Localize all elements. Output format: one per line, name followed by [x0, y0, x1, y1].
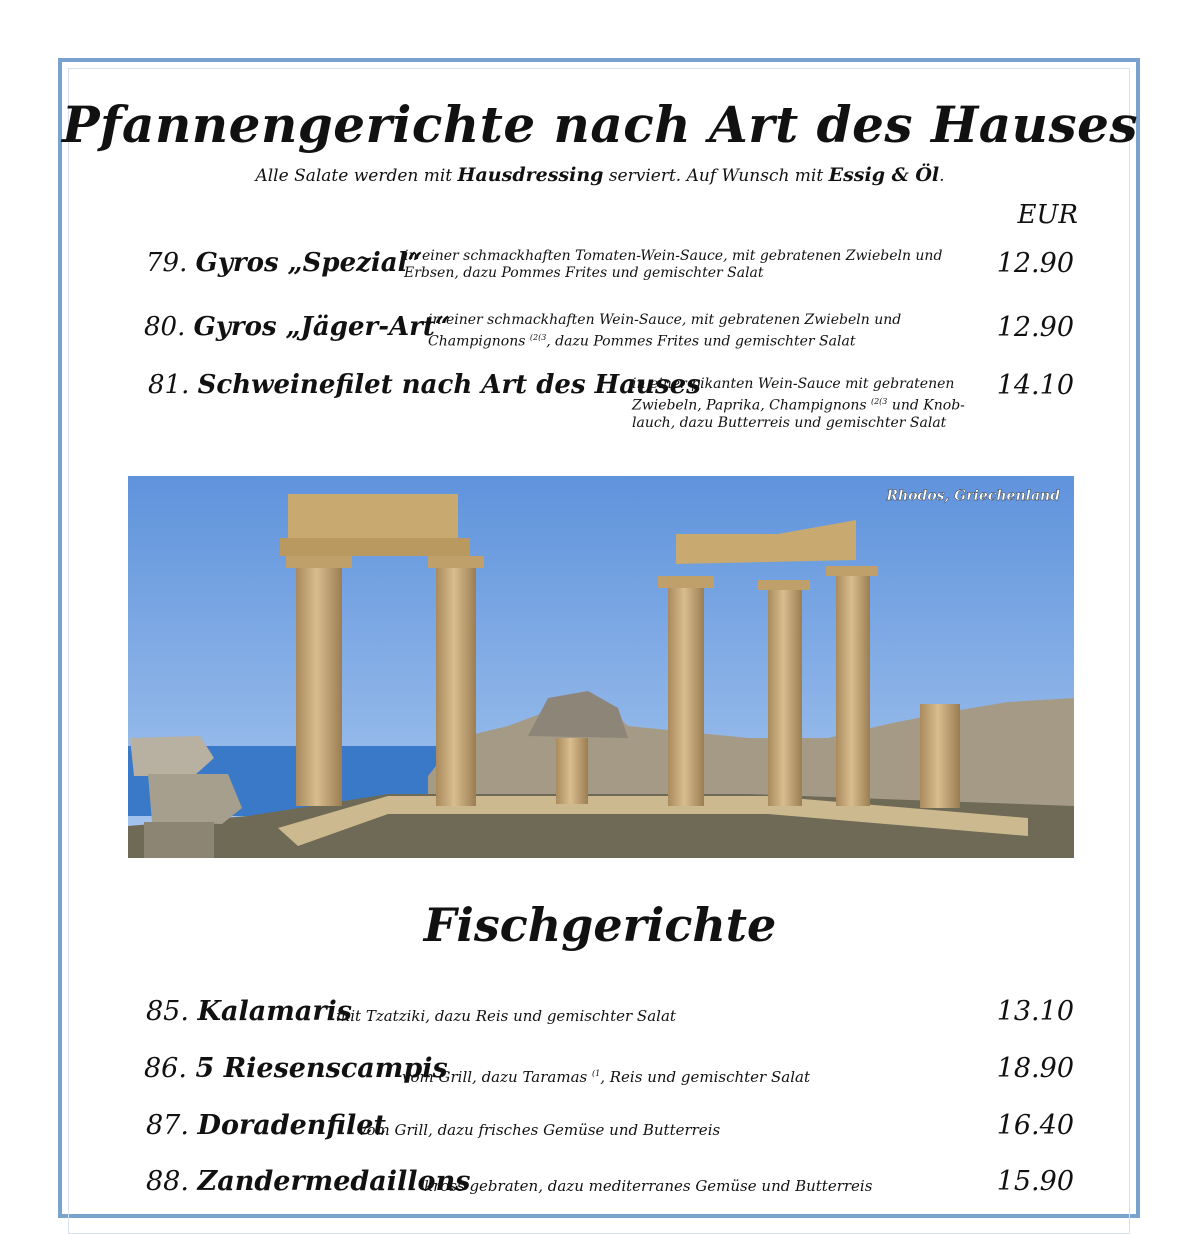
column-stump — [556, 738, 588, 804]
salad-note-text-2: serviert. Auf Wunsch mit — [603, 166, 829, 186]
item-price: 13.10 — [996, 996, 1074, 1027]
item-description-fragment: Zwiebeln, Paprika, Champignons — [632, 397, 867, 414]
item-description-fragment: Champignons — [428, 333, 526, 350]
item-description — [428, 312, 948, 351]
menu-item-title — [146, 1166, 470, 1197]
item-description-line — [632, 393, 982, 415]
currency-label: EUR — [1017, 200, 1078, 230]
menu-item-title — [146, 248, 422, 278]
ruins-illustration — [128, 476, 1074, 858]
item-description-line — [428, 329, 948, 351]
item-description — [404, 248, 964, 282]
section-title-pan-dishes: Pfannengerichte nach Art des Hauses — [61, 95, 1139, 154]
item-description-line: in einer schmackhaften Tomaten-Wein-Sauce, mit gebratenen Zwiebeln und — [404, 248, 943, 264]
item-description — [402, 1065, 810, 1086]
item-name: Doradenfilet — [197, 1110, 386, 1141]
item-name: Zandermedaillons — [197, 1166, 471, 1197]
item-number: 87. — [146, 1110, 189, 1141]
salad-note-bold-1: Hausdressing — [457, 164, 604, 186]
menu-item-title — [148, 370, 701, 400]
column — [836, 572, 870, 806]
item-price: 15.90 — [996, 1166, 1074, 1197]
item-description: vom Grill, dazu frisches Gemüse und Butterreis — [358, 1121, 721, 1139]
column — [296, 558, 342, 806]
section-title-fish-dishes: Fischgerichte — [423, 898, 777, 952]
item-description-line: lauch, dazu Butterreis und gemischter Salat — [632, 414, 947, 431]
item-description-line: Erbsen, dazu Pommes Frites und gemischter Salat — [404, 265, 764, 281]
menu-item-title — [144, 312, 450, 342]
menu-item-title — [146, 996, 352, 1027]
item-description — [632, 376, 982, 432]
additive-marker: (1 — [592, 1069, 601, 1078]
item-price: 16.40 — [996, 1110, 1074, 1141]
salad-note-text-1: Alle Salate werden mit — [255, 166, 458, 186]
rhodes-ruins-photo — [128, 476, 1074, 858]
item-name: Schweinefilet nach Art des Hauses — [197, 370, 701, 400]
additive-marker: (2(3 — [870, 397, 888, 406]
item-number: 81. — [148, 370, 190, 400]
column — [436, 558, 476, 806]
salad-note — [0, 164, 1200, 186]
column-stump — [920, 704, 960, 808]
salad-note-text-3: . — [939, 166, 945, 186]
item-description-line: in einer pikanten Wein-Sauce mit gebratenen — [632, 376, 955, 392]
additive-marker: (2(3 — [529, 333, 547, 342]
item-number: 88. — [146, 1166, 189, 1197]
item-name: Kalamaris — [197, 996, 353, 1027]
item-price: 12.90 — [996, 312, 1074, 343]
salad-note-bold-2: Essig & Öl — [828, 164, 940, 186]
item-description-line: in einer schmackhaften Wein-Sauce, mit gebratenen Zwiebeln und — [428, 312, 902, 328]
item-name: Gyros „Spezial“ — [195, 248, 423, 278]
item-number: 80. — [144, 312, 186, 342]
item-name: 5 Riesenscampis — [195, 1053, 448, 1084]
item-number: 85. — [146, 996, 189, 1027]
item-description-fragment: , Reis und gemischter Salat — [600, 1068, 810, 1086]
item-description: mit Tzatziki, dazu Reis und gemischter Salat — [336, 1007, 676, 1025]
column — [668, 584, 704, 806]
item-number: 79. — [146, 248, 188, 278]
item-price: 14.10 — [996, 370, 1074, 401]
menu-item-title — [146, 1110, 386, 1141]
item-description: kross gebraten, dazu mediterranes Gemüse und Butterreis — [424, 1177, 873, 1195]
item-number: 86. — [144, 1053, 187, 1084]
item-name: Gyros „Jäger-Art“ — [193, 312, 450, 342]
item-price: 12.90 — [996, 248, 1074, 279]
photo-caption: Rhodos, Griechenland — [886, 488, 1060, 504]
item-description-fragment: und Knob- — [887, 397, 965, 414]
item-description-fragment: , dazu Pommes Frites und gemischter Salat — [546, 333, 856, 350]
item-description-fragment: vom Grill, dazu Taramas — [402, 1068, 588, 1086]
column — [768, 586, 802, 806]
item-price: 18.90 — [996, 1053, 1074, 1084]
